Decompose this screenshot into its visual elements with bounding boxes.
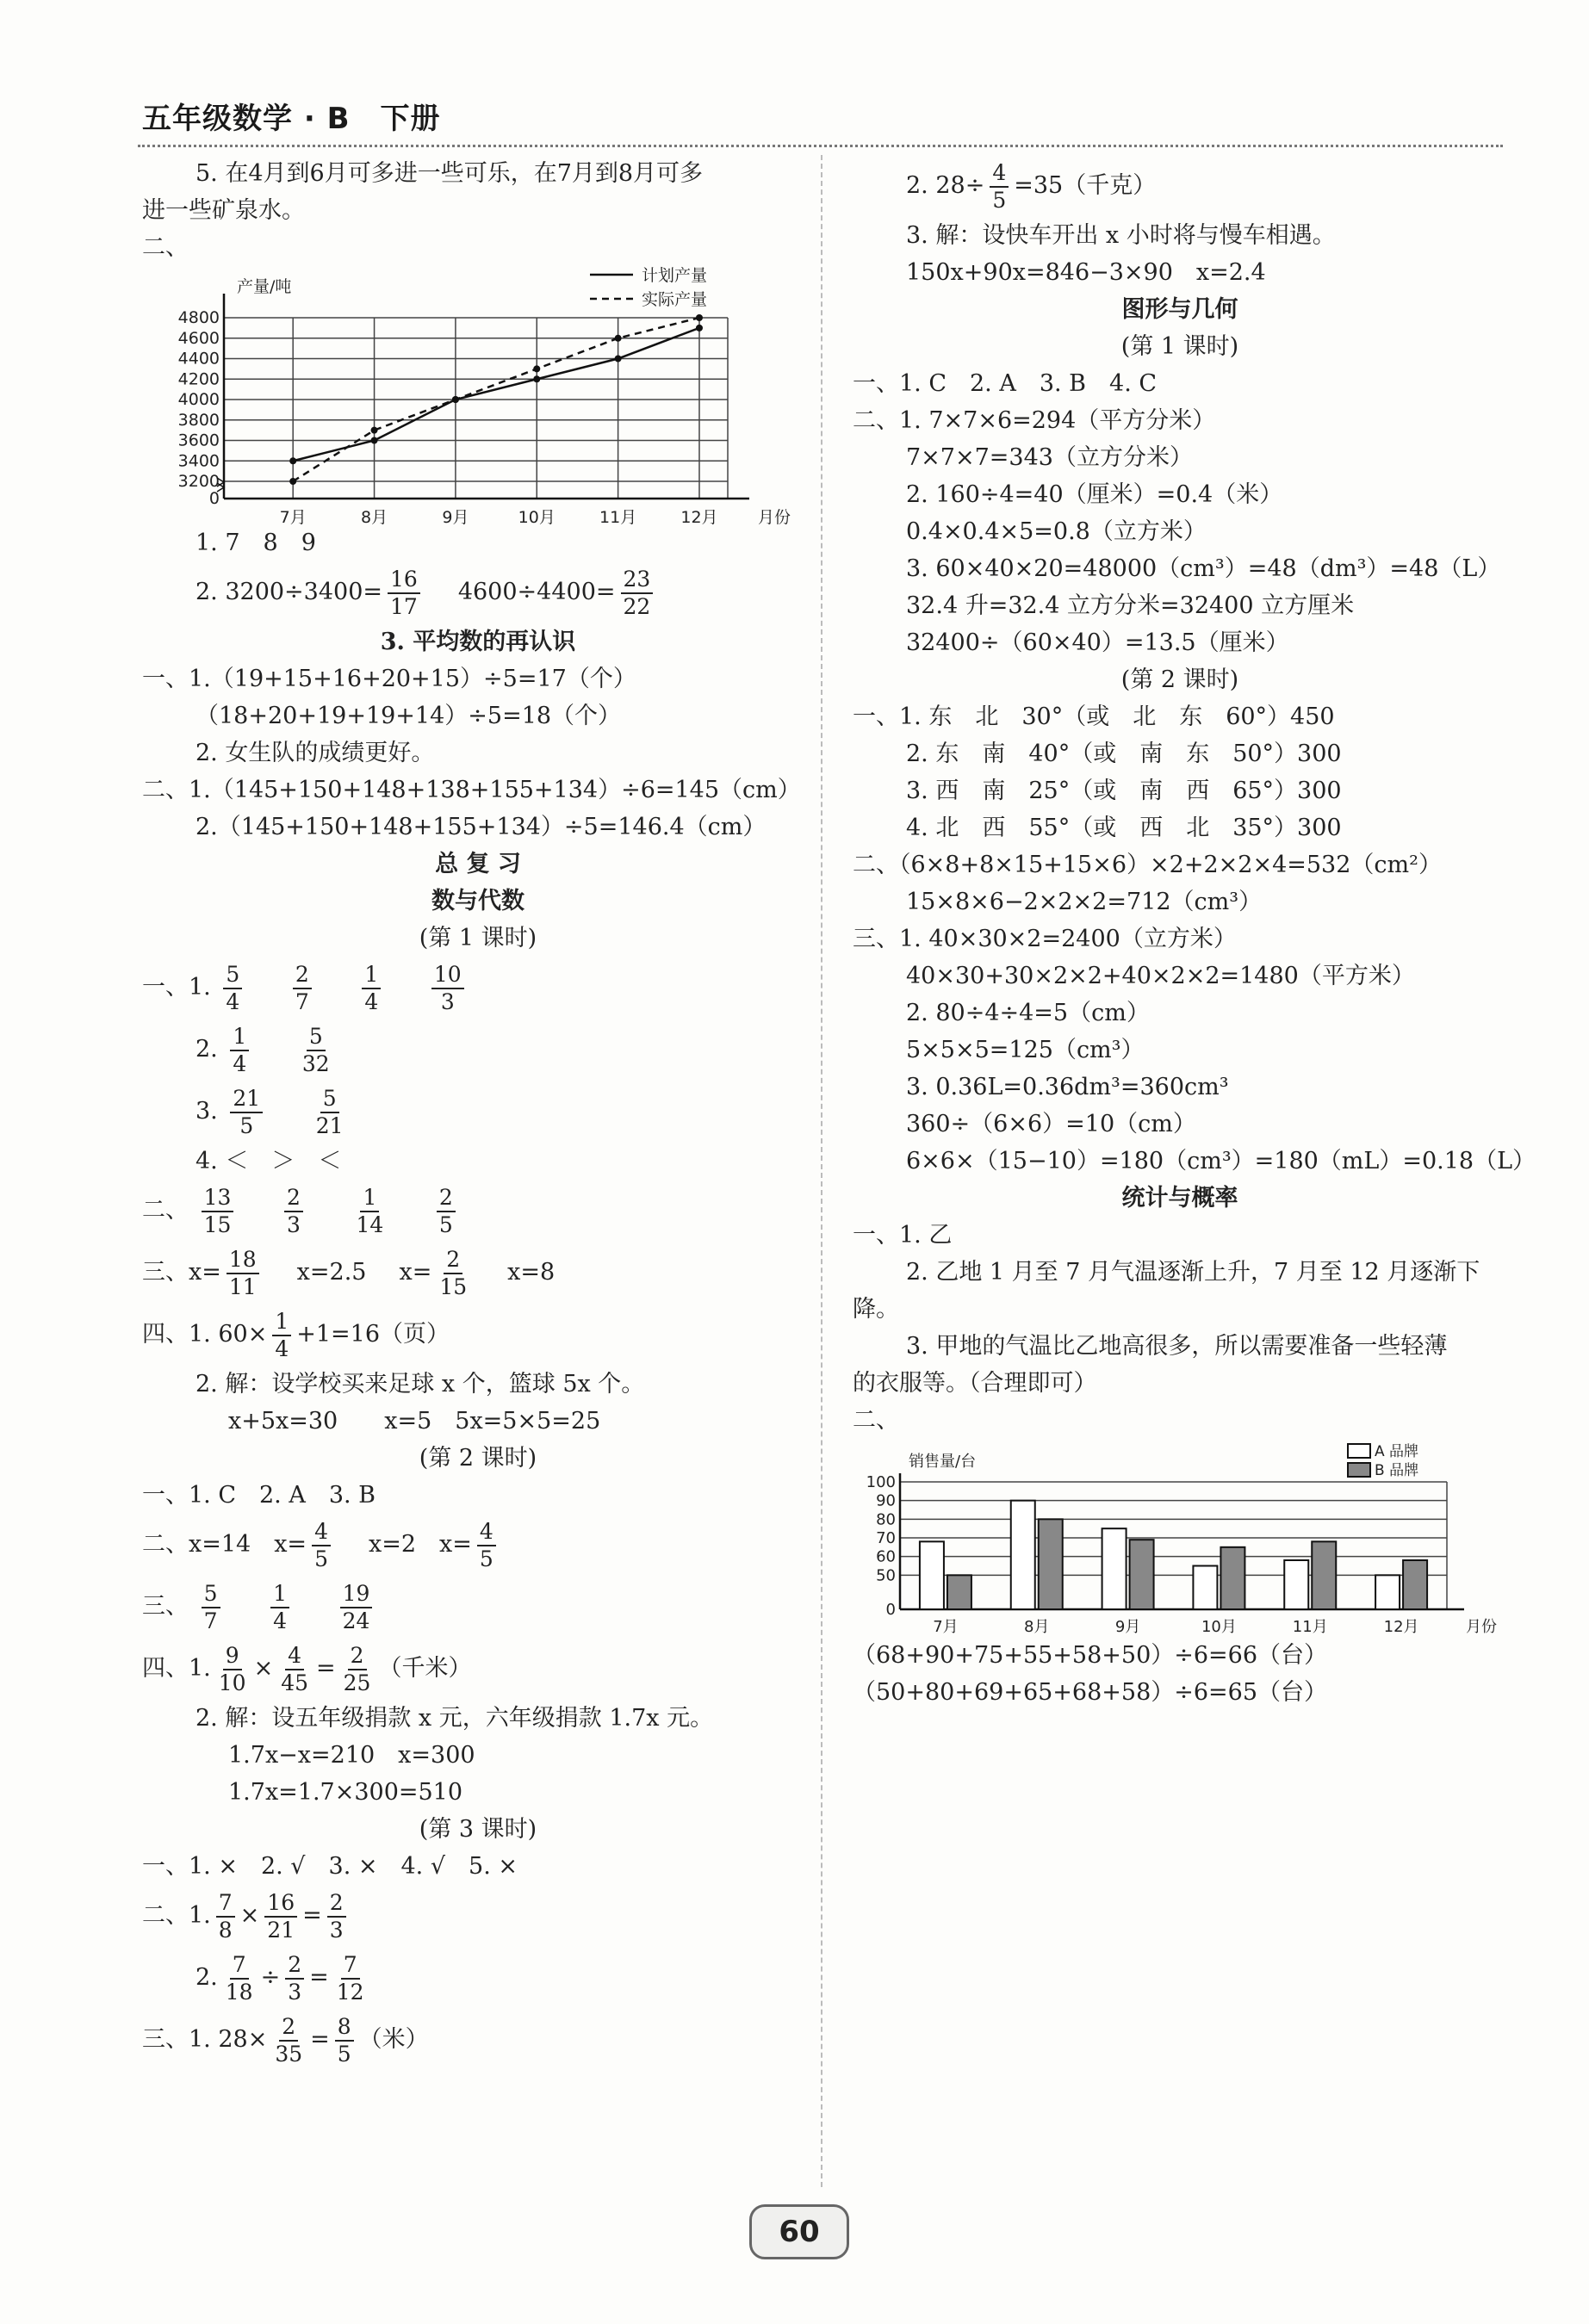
fraction: $\frac{5}{7}$ bbox=[202, 1581, 220, 1634]
answer-line: 2.（145+150+148+155+134）÷5=146.4（cm） bbox=[196, 814, 767, 840]
right-column bbox=[853, 155, 1536, 1711]
fraction: $\frac{10}{3}$ bbox=[431, 962, 464, 1015]
x-tick-label: 10月 bbox=[518, 508, 556, 527]
y-axis-label: 销售量/台 bbox=[909, 1453, 977, 1471]
answer-line: 一、1.（19+15+16+20+15）÷5=17（个） bbox=[142, 666, 636, 692]
answer-line: 三、1. 40×30×2=2400（立方米） bbox=[853, 926, 1237, 952]
bar-brand-a bbox=[920, 1541, 944, 1609]
x-axis-label: 月份 bbox=[758, 508, 791, 527]
data-point bbox=[371, 437, 378, 444]
lesson-heading: (第 1 课时) bbox=[1120, 333, 1239, 360]
x-tick-label: 8月 bbox=[361, 508, 388, 527]
answer-line: 二、（6×8+8×15+15×6）×2+2×2×4=532（cm²） bbox=[853, 852, 1442, 878]
fraction: $\frac{7}{18}$ bbox=[225, 1951, 253, 2005]
y-tick-label: 90 bbox=[876, 1491, 896, 1510]
x-tick-label: 9月 bbox=[1114, 1618, 1141, 1636]
lesson-heading: (第 2 课时) bbox=[419, 1445, 537, 1472]
answer-line: 二、1.（145+150+148+138+155+134）÷6=145（cm） bbox=[142, 777, 801, 803]
bar-brand-a bbox=[1375, 1575, 1400, 1609]
fraction: $\frac{4}{5}$ bbox=[312, 1519, 331, 1572]
answer-line: 2. $\frac{1}{4}$ $\frac{5}{32}$ bbox=[142, 1019, 814, 1081]
legend-swatch bbox=[1348, 1463, 1370, 1477]
answer-line: 一、1. 乙 bbox=[853, 1222, 953, 1249]
answer-line: 1.7x−x=210 x=300 bbox=[228, 1742, 475, 1769]
fraction: $\frac{9}{10}$ bbox=[218, 1642, 246, 1695]
answer-line: 二、1. 7×7×6=294（平方分米） bbox=[853, 407, 1216, 434]
x-tick-label: 10月 bbox=[1201, 1618, 1237, 1636]
y-tick-label: 3200 bbox=[177, 472, 220, 491]
fraction: $\frac{1}{4}$ bbox=[362, 962, 381, 1015]
answer-line: 的衣服等。（合理即可） bbox=[853, 1370, 1097, 1397]
lesson-heading: (第 2 课时) bbox=[1120, 666, 1239, 693]
fraction: $\frac{2}{3}$ bbox=[285, 1952, 304, 2005]
column-divider bbox=[821, 155, 822, 2187]
x-tick-label: 11月 bbox=[1292, 1618, 1328, 1636]
answer-line: 一、1. 东 北 30°（或 北 东 60°）450 bbox=[853, 703, 1335, 730]
answer-line: （18+20+19+19+14）÷5=18（个） bbox=[196, 703, 622, 729]
legend-label: 计划产量 bbox=[642, 266, 708, 285]
answer-line: 5. 在4月到6月可多进一些可乐，在7月到8月可多 bbox=[196, 160, 704, 187]
data-point bbox=[615, 356, 622, 363]
answer-line: 360÷（6×6）=10（cm） bbox=[906, 1111, 1196, 1137]
fraction: $\frac{13}{15}$ bbox=[202, 1185, 234, 1238]
page-header-title: 五年级数学 · B 下册 bbox=[142, 102, 441, 136]
y-tick-label: 3800 bbox=[177, 410, 220, 430]
answer-line: 3. $\frac{21}{5}$ $\frac{5}{21}$ bbox=[142, 1081, 814, 1143]
fraction: $\frac{2}{7}$ bbox=[293, 962, 312, 1015]
section-heading: 数与代数 bbox=[431, 888, 524, 914]
answer-line: 15×8×6−2×2×2=712（cm³） bbox=[906, 889, 1263, 915]
y-tick-label: 4400 bbox=[177, 349, 220, 369]
y-tick-label: 3400 bbox=[177, 451, 220, 471]
data-point bbox=[696, 325, 703, 332]
legend-swatch bbox=[1348, 1444, 1370, 1458]
fraction: $\frac{5}{21}$ bbox=[315, 1085, 344, 1138]
fraction: $\frac{2}{35}$ bbox=[275, 2013, 303, 2067]
y-tick-label: 4000 bbox=[177, 390, 220, 409]
fraction: $\frac{21}{5}$ bbox=[230, 1086, 263, 1139]
answer-line: 四、1. 60× $\frac{1}{4}$ +1=16（页） bbox=[142, 1308, 450, 1361]
y-tick-label: 4800 bbox=[177, 308, 220, 327]
fraction: $\frac{7}{8}$ bbox=[216, 1890, 235, 1943]
answer-line: x+5x=30 x=5 5x=5×5=25 bbox=[228, 1408, 601, 1435]
legend-label: A 品牌 bbox=[1375, 1443, 1419, 1460]
data-point bbox=[533, 375, 540, 382]
fraction: $\frac{5}{4}$ bbox=[223, 962, 242, 1015]
data-point bbox=[615, 335, 622, 342]
answer-line: 二、1. $\frac{7}{8}$ × $\frac{16}{21}$ = $\frac{2}{3}$ bbox=[142, 1885, 814, 1947]
answer-line: 3. 0.36L=0.36dm³=360cm³ bbox=[906, 1074, 1229, 1100]
sales-bar-chart bbox=[853, 1439, 1497, 1637]
answer-line: 2. 80÷4÷4=5（cm） bbox=[906, 1000, 1150, 1026]
fraction: $\frac{8}{5}$ bbox=[335, 2014, 354, 2067]
answer-line: 2. 解：设五年级捐款 x 元，六年级捐款 1.7x 元。 bbox=[196, 1705, 714, 1732]
answer-line: 2. 160÷4=40（厘米）=0.4（米） bbox=[906, 481, 1283, 508]
x-tick-label: 7月 bbox=[279, 508, 307, 527]
page-number: 60 bbox=[749, 2204, 849, 2259]
bar-brand-b bbox=[1220, 1547, 1245, 1609]
answer-line: 2. 乙地 1 月至 7 月气温逐渐上升，7 月至 12 月逐渐下 bbox=[906, 1259, 1480, 1286]
y-axis-label: 产量/吨 bbox=[237, 277, 292, 296]
answer-line: 3. 西 南 25°（或 南 西 65°）300 bbox=[906, 778, 1342, 804]
bar-brand-a bbox=[1102, 1528, 1127, 1609]
x-tick-label: 12月 bbox=[1383, 1618, 1419, 1636]
bar-brand-b bbox=[1039, 1519, 1063, 1609]
y-tick-label: 0 bbox=[885, 1601, 896, 1619]
answer-line: 6×6×（15−10）=180（cm³）=180（mL）=0.18（L） bbox=[906, 1148, 1536, 1174]
fraction: $\frac{2}{25}$ bbox=[343, 1642, 371, 1695]
answer-line: 40×30+30×2×2+40×2×2=1480（平方米） bbox=[906, 963, 1415, 989]
answer-line: 4. 北 西 55°（或 西 北 35°）300 bbox=[906, 815, 1342, 841]
bar-brand-a bbox=[1193, 1566, 1217, 1610]
answer-line: 1.7x=1.7×300=510 bbox=[228, 1779, 463, 1806]
answer-line: 三、1. 28× $\frac{2}{35}$ = $\frac{8}{5}$ （米） bbox=[142, 2013, 429, 2067]
y-tick-label: 4200 bbox=[177, 369, 220, 389]
data-point bbox=[452, 396, 459, 403]
answer-line: 32.4 升=32.4 立方分米=32400 立方厘米 bbox=[906, 592, 1355, 619]
y-tick-label: 60 bbox=[876, 1547, 896, 1566]
fraction: $\frac{16}{21}$ bbox=[264, 1890, 297, 1943]
x-tick-label: 12月 bbox=[680, 508, 718, 527]
fraction: $\frac{1}{14}$ bbox=[356, 1184, 384, 1237]
bar-brand-b bbox=[1312, 1541, 1336, 1609]
answer-line: 2. 3200÷3400= $\frac{16}{17}$ 4600÷4400= $\frac{23}{22}$ bbox=[142, 561, 814, 623]
section-label: 二、 bbox=[142, 234, 189, 261]
answer-line: 四、1. $\frac{9}{10}$ × $\frac{4}{45}$ = $\frac{2}{25}$ （千米） bbox=[142, 1642, 472, 1695]
answer-line: （68+90+75+55+58+50）÷6=66（台） bbox=[853, 1642, 1328, 1669]
fraction: $\frac{23}{22}$ bbox=[621, 567, 654, 620]
x-tick-label: 9月 bbox=[442, 508, 469, 527]
answer-line: （50+80+69+65+68+58）÷6=65（台） bbox=[853, 1679, 1328, 1706]
fraction: $\frac{2}{3}$ bbox=[327, 1890, 346, 1943]
fraction: $\frac{16}{17}$ bbox=[388, 567, 420, 620]
fraction: $\frac{5}{32}$ bbox=[301, 1023, 330, 1076]
section-label: 二、 bbox=[853, 1407, 899, 1434]
answer-line: 5×5×5=125（cm³） bbox=[906, 1037, 1145, 1063]
answer-line: 三、 $\frac{5}{7}$ $\frac{1}{4}$ $\frac{19}{24}$ bbox=[142, 1576, 814, 1638]
bar-brand-a bbox=[1011, 1501, 1035, 1609]
production-line-chart bbox=[142, 266, 791, 527]
fraction: $\frac{1}{4}$ bbox=[272, 1309, 291, 1362]
answer-line: 进一些矿泉水。 bbox=[142, 197, 305, 224]
bar-brand-a bbox=[1284, 1560, 1308, 1609]
fraction: $\frac{7}{12}$ bbox=[336, 1951, 364, 2005]
answer-line: 二、 $\frac{13}{15}$ $\frac{2}{3}$ $\frac{1}{14}$ $\frac{2}{5}$ bbox=[142, 1180, 814, 1242]
answer-line: 一、1. C 2. A 3. B bbox=[142, 1482, 376, 1509]
fraction: $\frac{18}{11}$ bbox=[227, 1247, 259, 1300]
x-tick-label: 8月 bbox=[1024, 1618, 1050, 1636]
answer-line: 7×7×7=343（立方分米） bbox=[906, 444, 1193, 471]
fraction: $\frac{1}{4}$ bbox=[230, 1024, 249, 1077]
y-tick-label: 70 bbox=[876, 1529, 896, 1547]
answer-line: 2. 东 南 40°（或 南 东 50°）300 bbox=[906, 741, 1342, 767]
answer-line: 二、x=14 x= $\frac{4}{5}$ x=2 x= $\frac{4}{5}$ bbox=[142, 1514, 814, 1576]
y-tick-label: 50 bbox=[876, 1566, 896, 1585]
y-tick-label: 80 bbox=[876, 1510, 896, 1529]
answer-line: 4. ＜ ＞ ＜ bbox=[196, 1148, 342, 1174]
x-tick-label: 7月 bbox=[933, 1618, 959, 1636]
fraction: $\frac{19}{24}$ bbox=[340, 1581, 373, 1634]
x-tick-label: 11月 bbox=[599, 508, 637, 527]
bar-brand-b bbox=[1130, 1540, 1154, 1609]
bar-brand-b bbox=[947, 1575, 971, 1609]
data-point bbox=[371, 427, 378, 434]
answer-line: 一、1. C 2. A 3. B 4. C bbox=[853, 370, 1158, 397]
lesson-heading: (第 1 课时) bbox=[419, 925, 537, 951]
answer-line: 一、1. × 2. √ 3. × 4. √ 5. × bbox=[142, 1853, 518, 1880]
answer-line: 2. 女生队的成绩更好。 bbox=[196, 740, 435, 766]
bar-brand-b bbox=[1403, 1560, 1427, 1609]
legend-label: B 品牌 bbox=[1375, 1462, 1419, 1479]
section-heading: 图形与几何 bbox=[1121, 296, 1238, 323]
answer-line: 2. $\frac{7}{18}$ ÷ $\frac{2}{3}$ = $\frac{7}{12}$ bbox=[142, 1947, 814, 2009]
answer-line: 一、1. $\frac{5}{4}$ $\frac{2}{7}$ $\frac{1}{4}$ $\frac{10}{3}$ bbox=[142, 957, 814, 1019]
answer-line: 三、x= $\frac{18}{11}$ x=2.5 x= $\frac{2}{15}$ x=8 bbox=[142, 1246, 556, 1299]
data-point bbox=[696, 314, 703, 321]
lesson-heading: (第 3 课时) bbox=[419, 1816, 537, 1843]
fraction: $\frac{4}{45}$ bbox=[281, 1642, 309, 1695]
answer-line: 2. 解：设学校买来足球 x 个，篮球 5x 个。 bbox=[196, 1371, 645, 1397]
y-tick-label: 0 bbox=[208, 489, 220, 508]
fraction: $\frac{2}{5}$ bbox=[437, 1185, 456, 1238]
data-point bbox=[289, 457, 296, 464]
answer-line: 3. 解：设快车开出 x 小时将与慢车相遇。 bbox=[906, 222, 1336, 249]
section-heading: 3. 平均数的再认识 bbox=[380, 629, 576, 655]
answer-line: 3. 甲地的气温比乙地高很多，所以需要准备一些轻薄 bbox=[906, 1333, 1448, 1360]
y-tick-label: 4600 bbox=[177, 328, 220, 348]
answer-line: 32400÷（60×40）=13.5（厘米） bbox=[906, 629, 1289, 656]
left-column bbox=[142, 155, 814, 2071]
answer-line: 3. 60×40×20=48000（cm³）=48（dm³）=48（L） bbox=[906, 555, 1501, 582]
section-heading: 总 复 习 bbox=[435, 851, 521, 877]
data-point bbox=[289, 478, 296, 485]
answer-line: 150x+90x=846−3×90 x=2.4 bbox=[906, 259, 1266, 286]
x-axis-label: 月份 bbox=[1466, 1618, 1497, 1636]
answer-line: 降。 bbox=[853, 1296, 899, 1323]
fraction: $\frac{4}{5}$ bbox=[990, 160, 1009, 214]
y-tick-label: 3600 bbox=[177, 431, 220, 450]
answer-line: 1. 7 8 9 bbox=[196, 530, 316, 556]
fraction: $\frac{2}{15}$ bbox=[439, 1246, 468, 1299]
header-divider bbox=[138, 145, 1503, 147]
fraction: $\frac{1}{4}$ bbox=[270, 1581, 289, 1634]
answer-line: 2. 28÷ $\frac{4}{5}$ =35（千克） bbox=[906, 159, 1157, 213]
data-point bbox=[533, 365, 540, 372]
answer-line: 0.4×0.4×5=0.8（立方米） bbox=[906, 518, 1207, 545]
fraction: $\frac{4}{5}$ bbox=[477, 1519, 496, 1572]
y-tick-label: 100 bbox=[866, 1473, 896, 1491]
fraction: $\frac{2}{3}$ bbox=[284, 1185, 303, 1238]
legend-label: 实际产量 bbox=[642, 290, 708, 309]
section-heading: 统计与概率 bbox=[1121, 1185, 1238, 1212]
